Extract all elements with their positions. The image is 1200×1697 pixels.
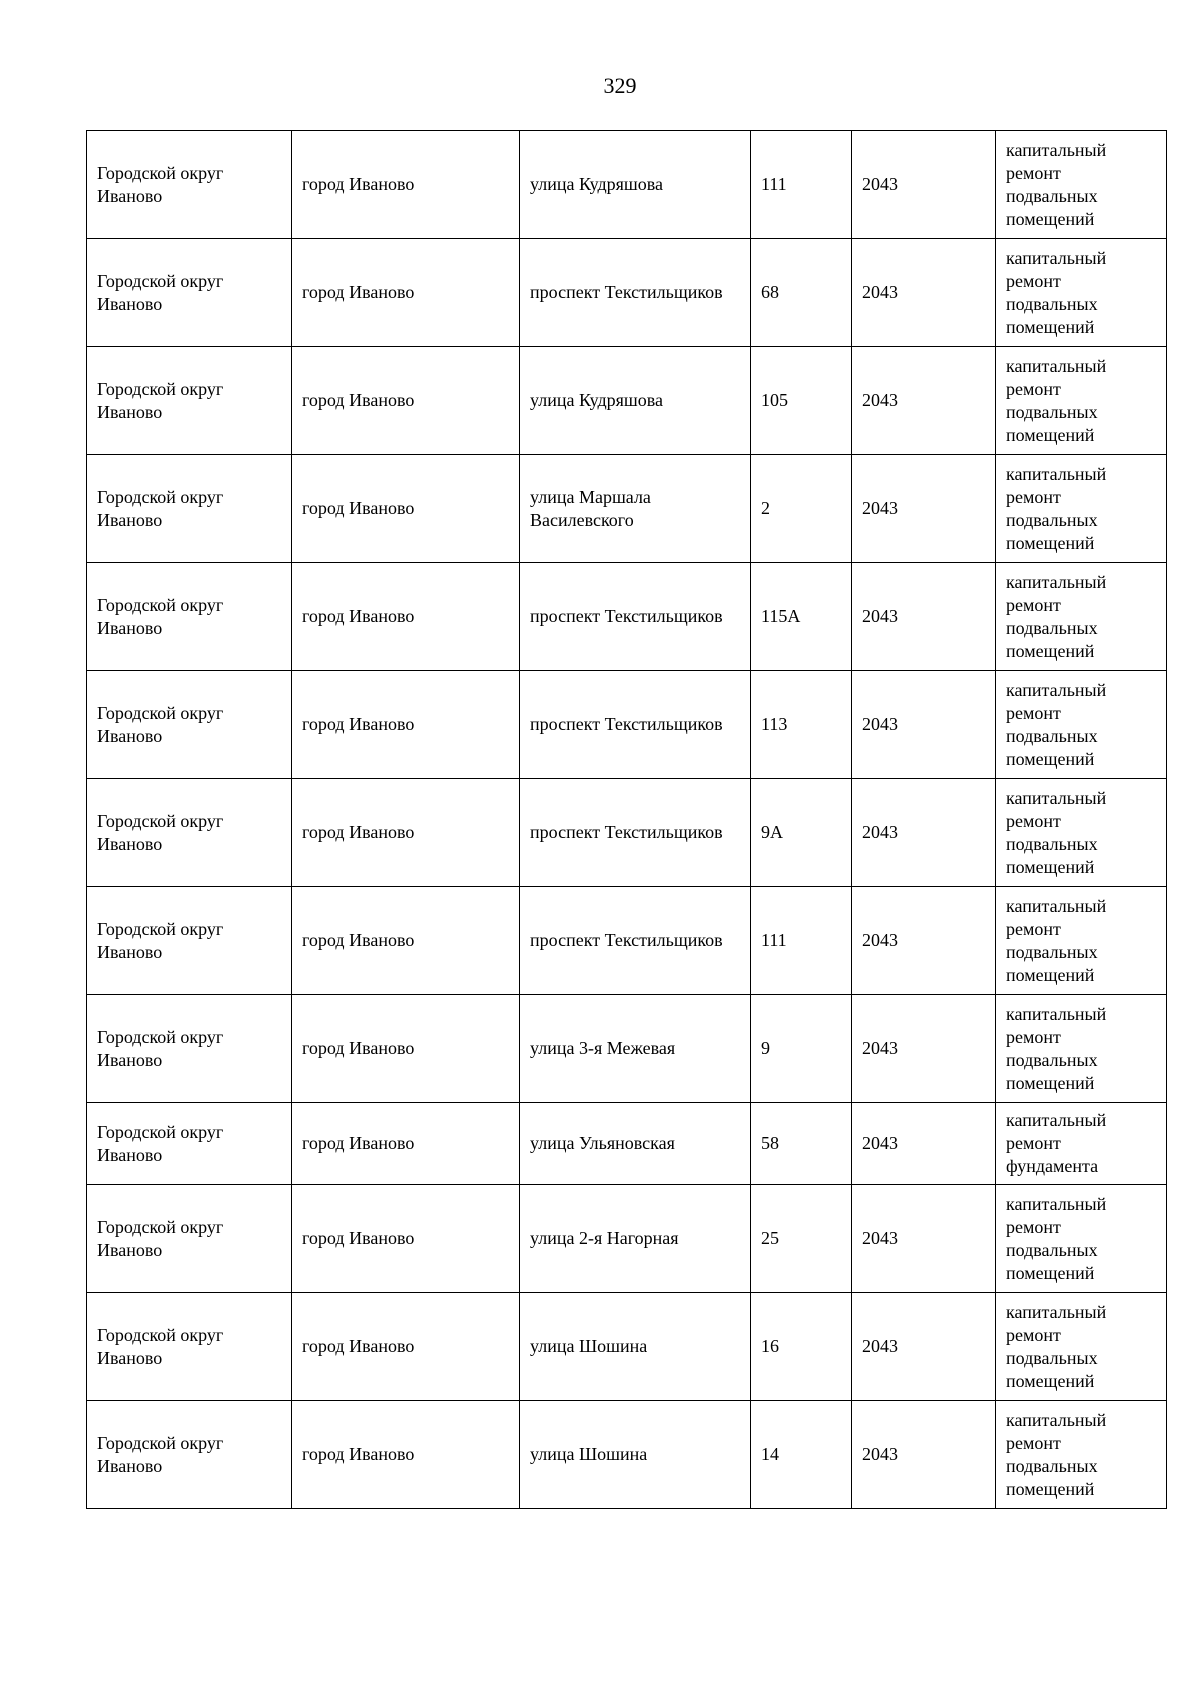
municipality-cell: Городской округ Иваново [87,671,292,779]
year-cell: 2043 [852,887,996,995]
municipality-cell: Городской округ Иваново [87,347,292,455]
work-type-cell: капитальный ремонт подвальных помещений [996,131,1167,239]
table-row [87,1185,1167,1293]
year-cell: 2043 [852,779,996,887]
year-cell: 2043 [852,131,996,239]
settlement-cell: город Иваново [292,1401,520,1509]
street-cell: улица Шошина [520,1401,751,1509]
work-type-cell: капитальный ремонт подвальных помещений [996,995,1167,1103]
settlement-cell: город Иваново [292,995,520,1103]
municipality-cell: Городской округ Иваново [87,1103,292,1185]
house-number-cell: 16 [751,1293,852,1401]
house-number-cell: 113 [751,671,852,779]
street-cell: улица Кудряшова [520,347,751,455]
year-cell: 2043 [852,995,996,1103]
table-row [87,563,1167,671]
settlement-cell: город Иваново [292,1293,520,1401]
work-type-cell: капитальный ремонт подвальных помещений [996,887,1167,995]
municipality-cell: Городской округ Иваново [87,887,292,995]
house-number-cell: 9А [751,779,852,887]
year-cell: 2043 [852,455,996,563]
work-type-cell: капитальный ремонт подвальных помещений [996,239,1167,347]
page-number: 329 [603,73,637,98]
municipality-cell: Городской округ Иваново [87,779,292,887]
house-number-cell: 9 [751,995,852,1103]
street-cell: проспект Текстильщиков [520,239,751,347]
settlement-cell: город Иваново [292,779,520,887]
municipality-cell: Городской округ Иваново [87,563,292,671]
settlement-cell: город Иваново [292,887,520,995]
municipality-cell: Городской округ Иваново [87,1293,292,1401]
work-type-cell: капитальный ремонт подвальных помещений [996,563,1167,671]
table-row [87,239,1167,347]
house-number-cell: 2 [751,455,852,563]
table-row [87,1293,1167,1401]
settlement-cell: город Иваново [292,563,520,671]
street-cell: улица 2-я Нагорная [520,1185,751,1293]
street-cell: проспект Текстильщиков [520,779,751,887]
house-number-cell: 111 [751,131,852,239]
settlement-cell: город Иваново [292,1185,520,1293]
year-cell: 2043 [852,1185,996,1293]
settlement-cell: город Иваново [292,1103,520,1185]
street-cell: улица Шошина [520,1293,751,1401]
year-cell: 2043 [852,1293,996,1401]
table-row [87,887,1167,995]
street-cell: улица Маршала Василевского [520,455,751,563]
street-cell: проспект Текстильщиков [520,563,751,671]
work-type-cell: капитальный ремонт подвальных помещений [996,347,1167,455]
year-cell: 2043 [852,347,996,455]
settlement-cell: город Иваново [292,455,520,563]
street-cell: улица Кудряшова [520,131,751,239]
street-cell: проспект Текстильщиков [520,887,751,995]
house-number-cell: 105 [751,347,852,455]
table-row [87,1401,1167,1509]
work-type-cell: капитальный ремонт фундамента [996,1103,1167,1185]
repair-schedule-table [86,130,1167,1509]
house-number-cell: 68 [751,239,852,347]
house-number-cell: 14 [751,1401,852,1509]
house-number-cell: 58 [751,1103,852,1185]
table-row [87,1103,1167,1185]
table-row [87,671,1167,779]
table-row [87,347,1167,455]
year-cell: 2043 [852,239,996,347]
municipality-cell: Городской округ Иваново [87,131,292,239]
settlement-cell: город Иваново [292,347,520,455]
table-row [87,131,1167,239]
settlement-cell: город Иваново [292,671,520,779]
work-type-cell: капитальный ремонт подвальных помещений [996,455,1167,563]
house-number-cell: 115А [751,563,852,671]
settlement-cell: город Иваново [292,239,520,347]
year-cell: 2043 [852,563,996,671]
municipality-cell: Городской округ Иваново [87,239,292,347]
year-cell: 2043 [852,671,996,779]
settlement-cell: город Иваново [292,131,520,239]
street-cell: проспект Текстильщиков [520,671,751,779]
house-number-cell: 25 [751,1185,852,1293]
year-cell: 2043 [852,1103,996,1185]
municipality-cell: Городской округ Иваново [87,455,292,563]
table-row [87,779,1167,887]
work-type-cell: капитальный ремонт подвальных помещений [996,1401,1167,1509]
work-type-cell: капитальный ремонт подвальных помещений [996,1293,1167,1401]
municipality-cell: Городской округ Иваново [87,1185,292,1293]
street-cell: улица Ульяновская [520,1103,751,1185]
street-cell: улица 3-я Межевая [520,995,751,1103]
table-row [87,995,1167,1103]
table-row [87,455,1167,563]
work-type-cell: капитальный ремонт подвальных помещений [996,1185,1167,1293]
municipality-cell: Городской округ Иваново [87,995,292,1103]
municipality-cell: Городской округ Иваново [87,1401,292,1509]
work-type-cell: капитальный ремонт подвальных помещений [996,779,1167,887]
work-type-cell: капитальный ремонт подвальных помещений [996,671,1167,779]
year-cell: 2043 [852,1401,996,1509]
house-number-cell: 111 [751,887,852,995]
